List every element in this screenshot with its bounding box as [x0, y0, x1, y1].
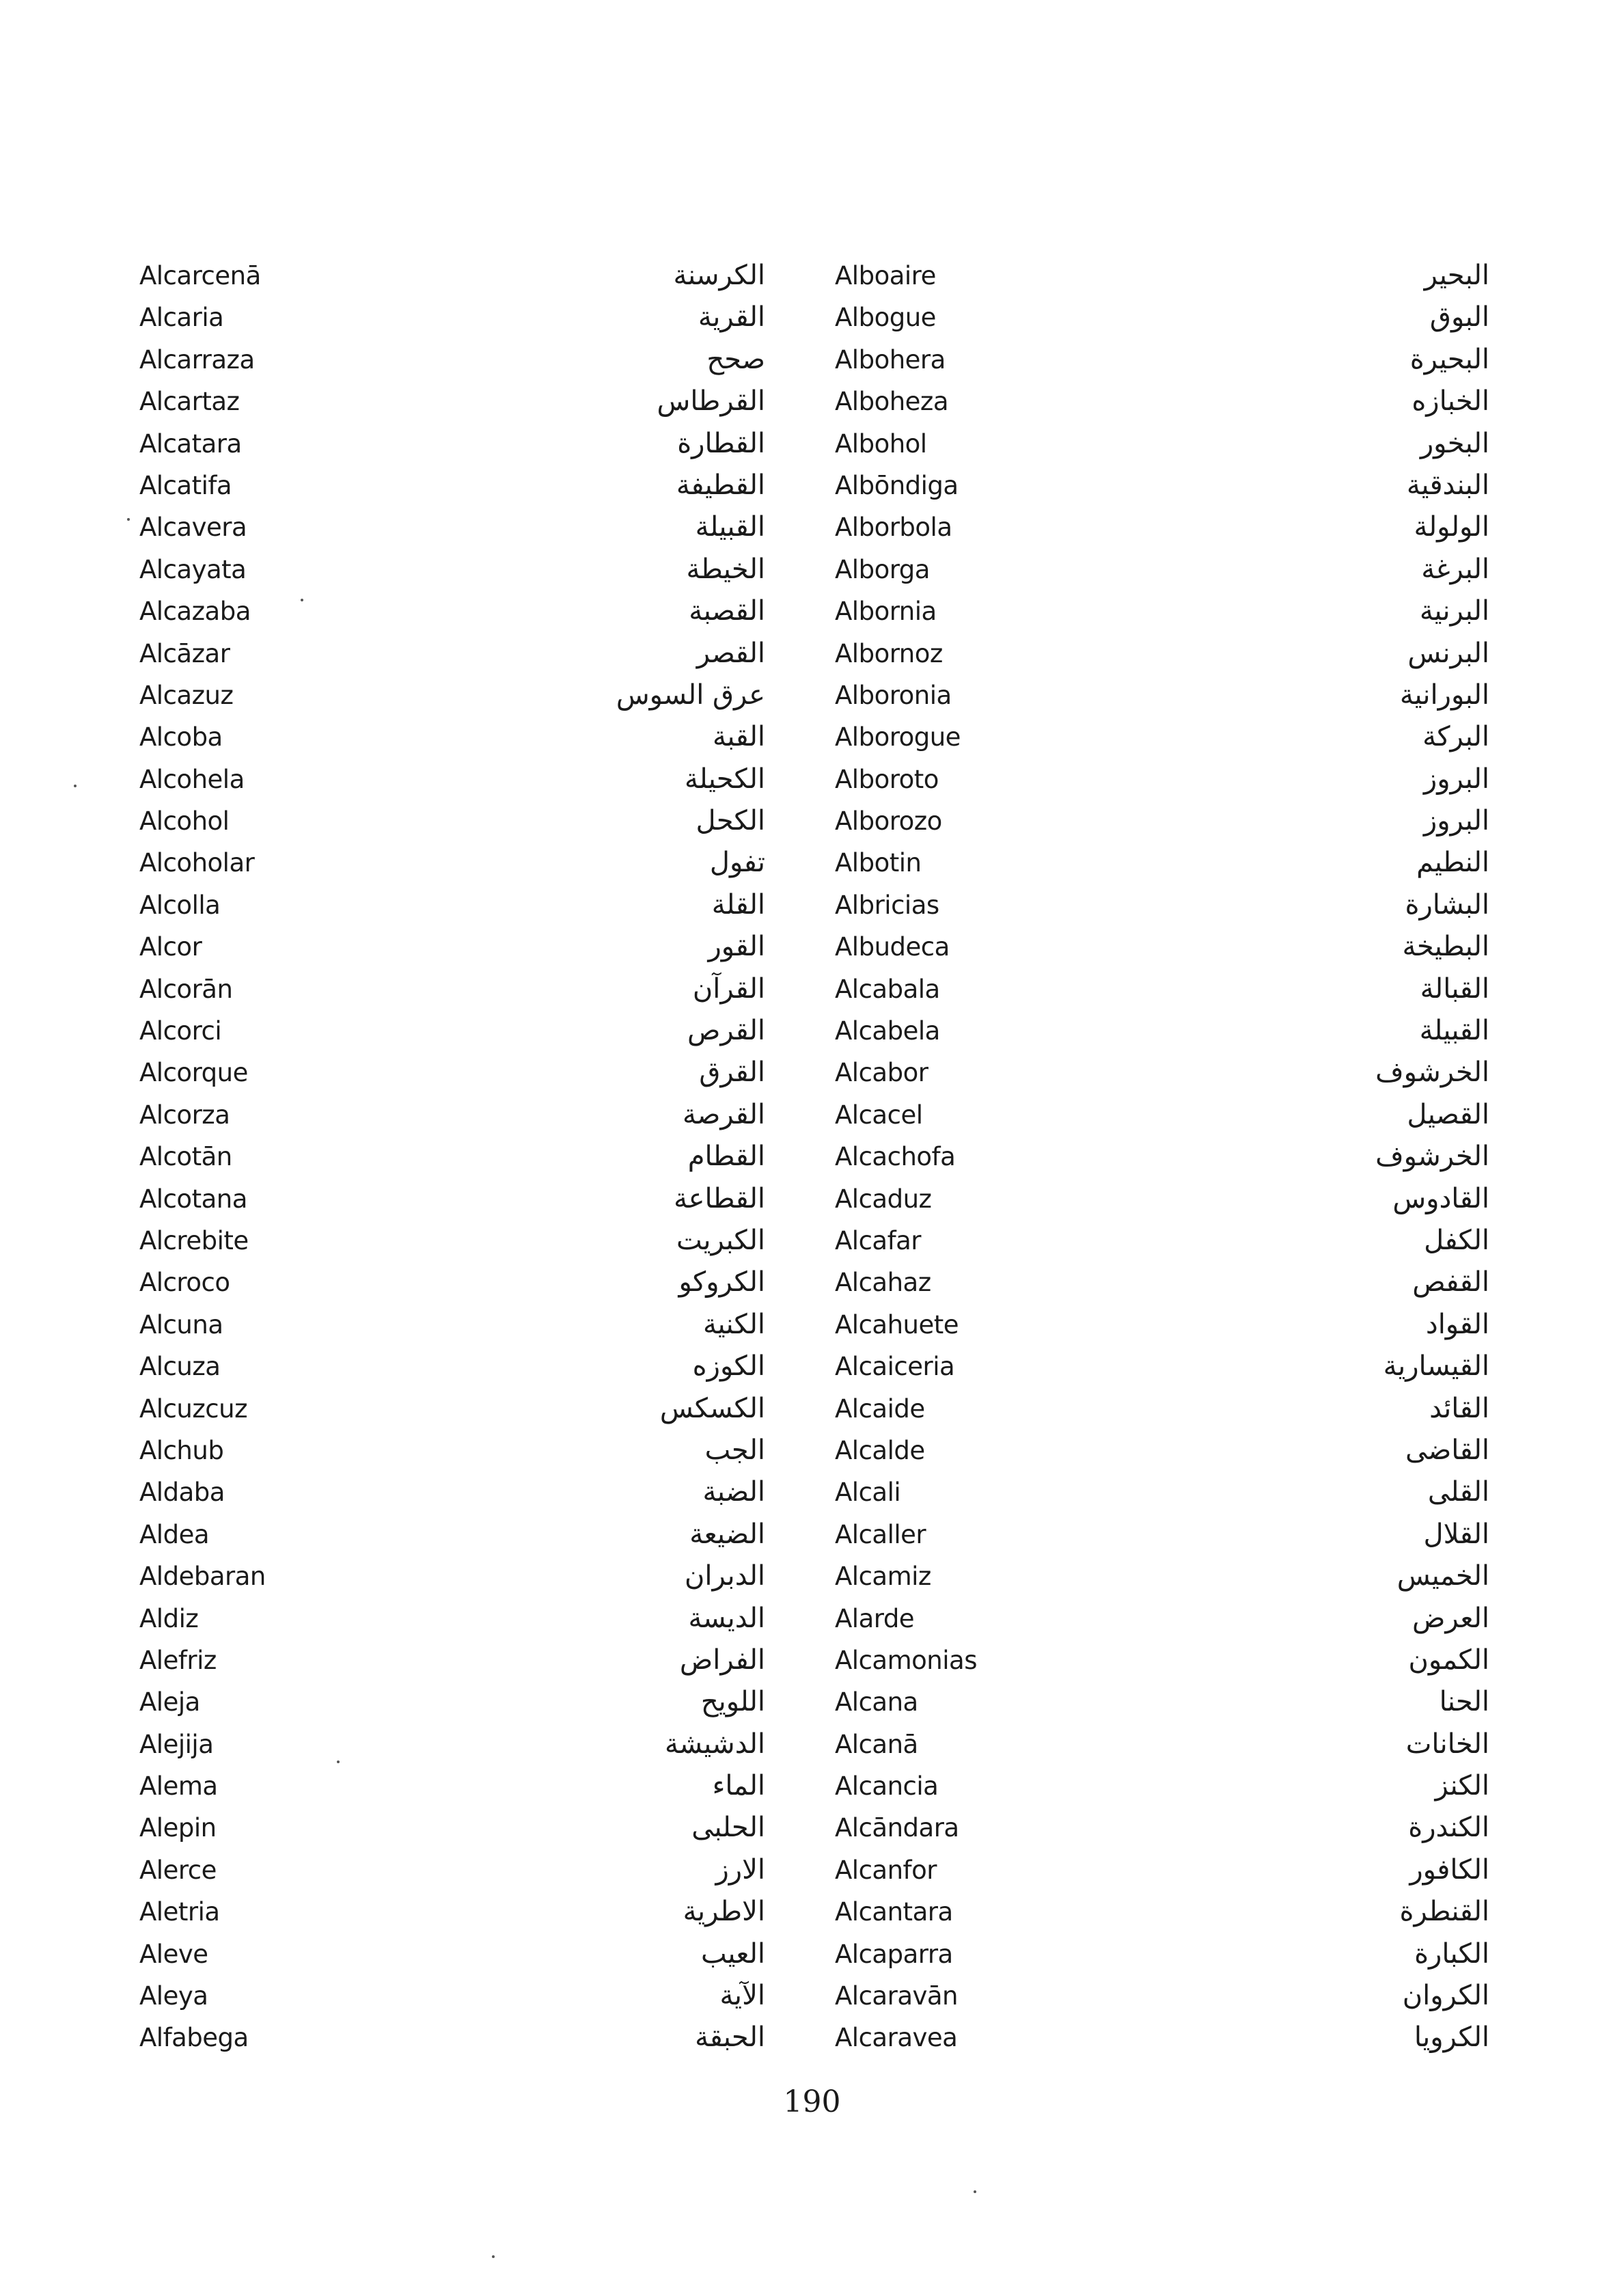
- spanish-term: Alcaduz: [835, 1184, 932, 1214]
- spanish-term: Alcanā: [835, 1729, 918, 1759]
- arabic-term: الكسكس: [659, 1392, 765, 1424]
- arabic-term: الكروكو: [678, 1266, 765, 1299]
- spanish-term: Alcamonias: [835, 1645, 977, 1675]
- spanish-term: Albohol: [835, 429, 927, 459]
- arabic-term: الخرشوف: [1375, 1057, 1489, 1089]
- spanish-term: Alcatifa: [139, 470, 232, 500]
- spanish-term: Aldiz: [139, 1603, 199, 1633]
- arabic-term: البوق: [1429, 301, 1489, 334]
- arabic-term: الكحيلة: [685, 763, 765, 795]
- spanish-term: Alborogue: [835, 722, 961, 752]
- arabic-term: الاطرية: [683, 1896, 765, 1928]
- spanish-term: Aleya: [139, 1981, 208, 2011]
- spanish-term: Alcamiz: [835, 1562, 931, 1592]
- spanish-term: Alcorān: [139, 974, 233, 1004]
- arabic-term: الخميس: [1396, 1560, 1489, 1592]
- arabic-term: الكوزه: [692, 1350, 765, 1383]
- arabic-term: القواد: [1425, 1308, 1489, 1340]
- arabic-term: الضبة: [702, 1476, 765, 1508]
- arabic-term: القبة: [712, 721, 765, 753]
- spanish-term: Alcorza: [139, 1100, 230, 1130]
- arabic-term: القطام: [687, 1141, 765, 1173]
- spanish-term: Alcartaz: [139, 387, 240, 417]
- arabic-term: الحنا: [1439, 1686, 1489, 1718]
- spanish-term: Alcahuete: [835, 1309, 959, 1340]
- arabic-term: القطيفة: [676, 469, 765, 501]
- spanish-term: Aletria: [139, 1897, 220, 1927]
- arabic-term: القطاعة: [674, 1182, 765, 1214]
- spanish-term: Alcazuz: [139, 680, 234, 710]
- arabic-term: صحح: [706, 343, 765, 375]
- arabic-term: القاضى: [1405, 1434, 1489, 1466]
- spanish-term: Alcabela: [835, 1016, 940, 1046]
- arabic-term: القرق: [699, 1057, 765, 1089]
- arabic-term: القلال: [1423, 1518, 1489, 1550]
- spanish-term: Alcancia: [835, 1771, 939, 1802]
- arabic-term: القرصة: [682, 1098, 765, 1130]
- arabic-term: البخور: [1420, 427, 1489, 459]
- spanish-term: Alcoba: [139, 722, 223, 752]
- spanish-term: Alcohol: [139, 806, 230, 837]
- arabic-term: البحير: [1424, 260, 1489, 291]
- spanish-term: Alcaide: [835, 1393, 925, 1424]
- spanish-term: Alcaravān: [835, 1981, 959, 2011]
- scan-speck: [492, 2255, 495, 2258]
- spanish-term: Albricias: [835, 890, 939, 920]
- spanish-term: Albōndiga: [835, 470, 959, 500]
- spanish-term: Alcaravea: [835, 2023, 958, 2053]
- spanish-term: Aldaba: [139, 1478, 225, 1508]
- arabic-term: الكبارة: [1414, 1938, 1489, 1970]
- spanish-term: Alcayata: [139, 554, 247, 584]
- arabic-term: القور: [708, 931, 765, 963]
- arabic-term: الدشيشة: [664, 1728, 765, 1760]
- spanish-term: Alcabala: [835, 974, 940, 1004]
- arabic-term: الكرسنة: [673, 260, 765, 291]
- spanish-term: Alerce: [139, 1855, 217, 1885]
- scan-speck: [127, 518, 130, 521]
- spanish-term: Alcrebite: [139, 1225, 249, 1255]
- spanish-term: Alcor: [139, 932, 202, 962]
- arabic-term: القرطاس: [657, 385, 765, 418]
- scan-speck: [74, 785, 77, 787]
- arabic-term: الكمون: [1408, 1644, 1489, 1676]
- spanish-term: Alcorque: [139, 1058, 248, 1088]
- latin-column-1: [139, 255, 426, 2059]
- spanish-term: Alcoholar: [139, 848, 255, 878]
- spanish-term: Albotin: [835, 848, 922, 878]
- arabic-term: البرنية: [1419, 595, 1489, 627]
- arabic-term: البورانية: [1399, 679, 1489, 711]
- spanish-term: Alcaiceria: [835, 1352, 955, 1382]
- arabic-term: البطيخة: [1402, 931, 1489, 963]
- spanish-term: Alcuna: [139, 1309, 223, 1340]
- arabic-term: الكافور: [1409, 1853, 1489, 1886]
- arabic-term: الديسة: [688, 1602, 765, 1634]
- spanish-term: Alchub: [139, 1435, 224, 1465]
- arabic-term: الكنز: [1435, 1770, 1489, 1802]
- spanish-term: Alcaparra: [835, 1939, 953, 1969]
- arabic-term: البندقية: [1406, 469, 1489, 501]
- arabic-term: القطارة: [677, 427, 765, 459]
- spanish-term: Alarde: [835, 1603, 915, 1633]
- spanish-term: Alcarcenā: [139, 261, 261, 290]
- spanish-term: Alboroto: [835, 764, 939, 794]
- arabic-term: القلة: [711, 888, 765, 921]
- arabic-term: القنطرة: [1399, 1896, 1489, 1928]
- arabic-term: القلى: [1427, 1476, 1489, 1508]
- arabic-term: القبيلة: [695, 511, 765, 543]
- scan-speck: [337, 1760, 340, 1763]
- arabic-term: القصبة: [689, 595, 765, 627]
- spanish-term: Alcāndara: [835, 1813, 959, 1843]
- latin-column-2: [835, 255, 1136, 2059]
- spanish-term: Alcorci: [139, 1016, 222, 1046]
- arabic-term: النطيم: [1416, 847, 1489, 879]
- spanish-term: Alcaller: [835, 1519, 926, 1549]
- arabic-term: القرآن: [692, 973, 765, 1005]
- arabic-term: القصر: [696, 637, 765, 669]
- arabic-term: الماء: [712, 1770, 765, 1802]
- spanish-term: Alcachofa: [835, 1142, 956, 1172]
- spanish-term: Alcafar: [835, 1225, 922, 1255]
- arabic-term: القادوس: [1392, 1182, 1489, 1214]
- arabic-term: العيب: [701, 1938, 765, 1970]
- spanish-term: Alfabega: [139, 2023, 249, 2053]
- arabic-term: الجب: [704, 1434, 765, 1466]
- arabic-term: البرنس: [1407, 637, 1489, 669]
- arabic-term: الحلبى: [691, 1812, 765, 1844]
- spanish-term: Alcabor: [835, 1058, 928, 1088]
- arabic-term: القصيل: [1407, 1098, 1489, 1130]
- spanish-term: Albohera: [835, 344, 946, 375]
- arabic-term: الكنية: [703, 1308, 765, 1340]
- arabic-term: الكرويا: [1414, 2022, 1489, 2054]
- arabic-term: الخرشوف: [1375, 1141, 1489, 1173]
- spanish-term: Alcalde: [835, 1435, 925, 1465]
- arabic-term: القبالة: [1420, 973, 1489, 1005]
- spanish-term: Albogue: [835, 303, 936, 333]
- spanish-term: Alboheza: [835, 387, 949, 417]
- spanish-term: Alcahaz: [835, 1268, 931, 1298]
- arabic-term: الخانات: [1405, 1728, 1489, 1760]
- arabic-term: تفول: [709, 847, 765, 879]
- spanish-term: Albornoz: [835, 638, 943, 668]
- arabic-term: الكفل: [1424, 1224, 1489, 1256]
- spanish-term: Alboaire: [835, 261, 936, 290]
- arabic-term: القائد: [1429, 1392, 1489, 1424]
- arabic-term: القرية: [698, 301, 765, 334]
- arabic-term: الفراض: [679, 1644, 765, 1676]
- spanish-term: Alcāzar: [139, 638, 230, 668]
- page-number: 190: [783, 2084, 841, 2119]
- arabic-term: البشارة: [1405, 888, 1489, 921]
- spanish-term: Alcaria: [139, 303, 224, 333]
- arabic-term: القرص: [687, 1015, 765, 1047]
- arabic-term: البروز: [1423, 763, 1489, 795]
- arabic-term: البروز: [1423, 805, 1489, 837]
- arabic-term: القبيلة: [1419, 1015, 1489, 1047]
- spanish-term: Alboronia: [835, 680, 952, 710]
- spanish-term: Alcroco: [139, 1268, 230, 1298]
- arabic-term: الولولة: [1414, 511, 1489, 543]
- spanish-term: Alcarraza: [139, 344, 255, 375]
- arabic-column-1: [519, 255, 765, 2059]
- spanish-term: Aleve: [139, 1939, 208, 1969]
- arabic-term: الحبقة: [695, 2022, 765, 2054]
- spanish-term: Alefriz: [139, 1645, 217, 1675]
- arabic-term: البرغة: [1421, 553, 1489, 585]
- arabic-term: الكروان: [1402, 1980, 1489, 2012]
- spanish-term: Alcotana: [139, 1184, 247, 1214]
- spanish-term: Alcavera: [139, 513, 247, 543]
- arabic-term: البحيرة: [1409, 343, 1489, 375]
- arabic-term: الضيعة: [689, 1518, 765, 1550]
- arabic-term: الكحل: [696, 805, 765, 837]
- spanish-term: Alcacel: [835, 1100, 923, 1130]
- spanish-term: Alborga: [835, 554, 930, 584]
- spanish-term: Aldebaran: [139, 1562, 266, 1592]
- arabic-term: الخيطة: [686, 553, 765, 585]
- arabic-term: القيسارية: [1383, 1350, 1489, 1383]
- spanish-term: Albornia: [835, 597, 937, 627]
- spanish-term: Alcuzcuz: [139, 1393, 248, 1424]
- arabic-term: عرق السوس: [616, 679, 765, 711]
- arabic-column-2: [1243, 255, 1489, 2059]
- spanish-term: Alcuza: [139, 1352, 221, 1382]
- spanish-term: Alcanfor: [835, 1855, 937, 1885]
- scan-speck: [301, 599, 303, 601]
- spanish-term: Alema: [139, 1771, 218, 1802]
- arabic-term: البركة: [1422, 721, 1489, 753]
- spanish-term: Alcohela: [139, 764, 245, 794]
- arabic-term: الكندرة: [1408, 1812, 1489, 1844]
- spanish-term: Alepin: [139, 1813, 217, 1843]
- spanish-term: Alcana: [835, 1687, 918, 1717]
- spanish-term: Alcazaba: [139, 597, 251, 627]
- arabic-term: الدبران: [685, 1560, 765, 1592]
- scan-speck: [974, 2190, 976, 2193]
- arabic-term: القفص: [1412, 1266, 1489, 1299]
- spanish-term: Aleja: [139, 1687, 200, 1717]
- spanish-term: Alcolla: [139, 890, 221, 920]
- spanish-term: Alcatara: [139, 429, 242, 459]
- arabic-term: الآية: [719, 1980, 765, 2012]
- spanish-term: Albudeca: [835, 932, 950, 962]
- arabic-term: العرض: [1412, 1602, 1489, 1634]
- spanish-term: Alejija: [139, 1729, 214, 1759]
- arabic-term: الارز: [715, 1853, 765, 1886]
- arabic-term: اللويح: [700, 1686, 765, 1718]
- spanish-term: Alcotān: [139, 1142, 232, 1172]
- spanish-term: Aldea: [139, 1519, 210, 1549]
- spanish-term: Alcantara: [835, 1897, 953, 1927]
- arabic-term: الخبازه: [1412, 385, 1489, 418]
- arabic-term: الكبريت: [676, 1224, 765, 1256]
- spanish-term: Alborbola: [835, 513, 952, 543]
- spanish-term: Alcali: [835, 1478, 901, 1508]
- spanish-term: Alborozo: [835, 806, 942, 837]
